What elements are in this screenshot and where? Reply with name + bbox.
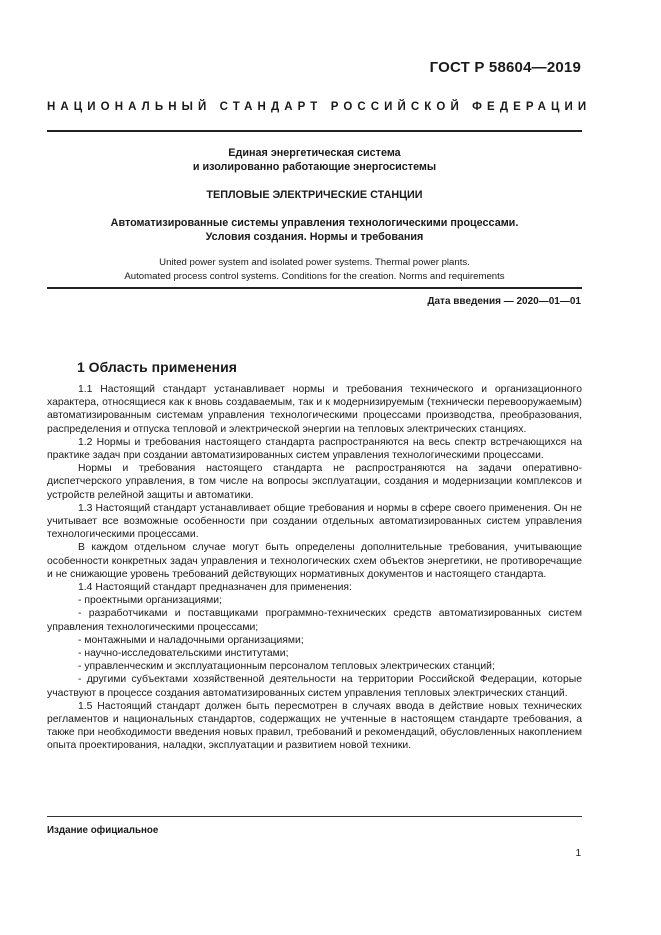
paragraph: 1.2 Нормы и требования настоящего стандарта распространяются на весь спектр встречающихся на практике задач при создании автоматизированных систем управления технологическими процессами. — [47, 436, 582, 462]
list-item: - другими субъектами хозяйственной деятельности на территории Российской Федерации, которые участвуют в процессе создания автоматизированных систем управления тепловых электрических станций. — [47, 674, 582, 699]
national-standard-banner: НАЦИОНАЛЬНЫЙ СТАНДАРТ РОССИЙСКОЙ ФЕДЕРАЦИИ — [47, 101, 592, 113]
subtitle-line-1: Автоматизированные системы управления технологическими процессами. — [110, 217, 519, 229]
paragraph: В каждом отдельном случае могут быть определены дополнительные требования, учитывающие особенности конкретных задач управления и технологических схем объектов энергетики, не противоречащие и не снижающие уровень требований действующих нормативных документов и настоящего стандарта. — [47, 542, 582, 580]
english-title-line-1: United power system and isolated power systems. Thermal power plants. — [159, 257, 470, 268]
paragraph: Нормы и требования настоящего стандарта не распространяются на задачи оперативно-диспетчерского управления, в том числе на вопросы эксплуатации, создания и модернизации комплексов и устройств релейной защиты и автоматики. — [47, 463, 582, 501]
english-title-line-2: Automated process control systems. Conditions for the creation. Norms and requirements — [124, 270, 505, 282]
title-rule — [47, 287, 582, 289]
title-block — [47, 146, 582, 283]
list-item: - монтажными и наладочными организациями; — [78, 634, 304, 646]
title-line-1: Единая энергетическая система — [228, 147, 401, 159]
paragraph: 1.1 Настоящий стандарт устанавливает нормы и требования технического и организационного характера, относящиеся как к вновь создаваемым, так и к модернизируемым (технически перевооружаемым) автоматизированным системам управления технологическими процессами производства, преобразования, распределения и отпуска тепловой и электрической энергии на тепловых электрических станциях. — [47, 384, 582, 435]
list-item: - управленческим и эксплуатационным персоналом тепловых электрических станций; — [78, 661, 495, 673]
official-edition-label: Издание официальное — [47, 825, 159, 836]
paragraph: 1.5 Настоящий стандарт должен быть пересмотрен в случаях ввода в действие новых технических регламентов и национальных стандартов, содержащих не учтенные в настоящем стандарте требования, а также при необходимости введения новых правил, требований и рекомендаций, обусловленных накоплением опыта проектирования, наладки, эксплуатации и развитием новой техники. — [47, 700, 582, 752]
list-item: - разработчиками и поставщиками программно-технических средств автоматизированных систем управления технологическими процессами; — [47, 608, 582, 633]
title-caps: ТЕПЛОВЫЕ ЭЛЕКТРИЧЕСКИЕ СТАНЦИИ — [206, 189, 423, 201]
header-rule — [47, 130, 582, 132]
list-item: - проектными организациями; — [78, 595, 222, 607]
title-line-2: и изолированно работающие энергосистемы — [192, 161, 437, 173]
paragraph: 1.3 Настоящий стандарт устанавливает общие требования и нормы в сфере своего применения. Он не учитывает все возможные особенности при создании отдельных автоматизированных систем управления технологическими процессами. — [47, 502, 582, 541]
section-body — [47, 383, 582, 753]
paragraph: 1.4 Настоящий стандарт предназначен для применения: — [78, 582, 352, 594]
introduction-date: Дата введения — 2020—01—01 — [427, 296, 581, 307]
standard-code: ГОСТ Р 58604—2019 — [429, 59, 581, 76]
section-heading: 1 Область применения — [77, 359, 237, 375]
footer-rule — [47, 816, 582, 817]
subtitle-line-2: Условия создания. Нормы и требования — [205, 231, 424, 243]
list-item: - научно-исследовательскими институтами; — [78, 648, 289, 660]
page-number: 1 — [575, 848, 581, 859]
